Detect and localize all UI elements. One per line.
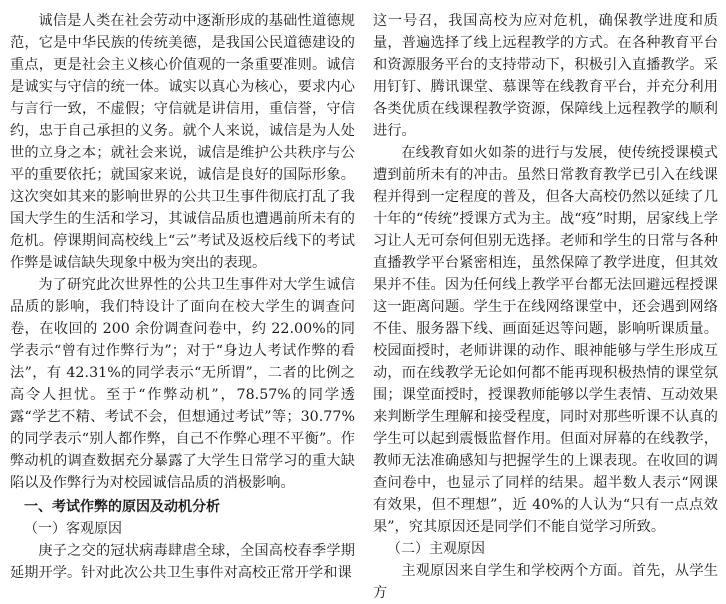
paragraph-integrity-definition: 诚信是人类在社会劳动中逐渐形成的基础性道德规范，它是中华民族的传统美德，是我国公民道德建设的重点，更是社会主义核心价值观的一条重要准则。诚信是诚实与守信的统一体。诚实以真心为核心，要求内心与言行一致，不虚假；守信就是讲信用，重信誉，守信约，忠于自己承担的义务。就个人来说，诚信是为人处世的立身之本；就社会来说，诚信是维护公共秩序与公平的重要依托；就国家来说，诚信是良好的国际形象。这次突如其来的影响世界的公共卫生事件彻底打乱了我国大学生的生活和学习，其诚信品质也遭遇前所未有的危机。停课期间高校线上“云”考试及返校后线下的考试作弊是诚信缺失现象中极为突出的表现。	[10, 13, 355, 271]
subsection-heading-subjective: （二）主观原因	[387, 541, 485, 557]
section-heading: 一、考试作弊的原因及动机分析	[24, 499, 220, 515]
right-column	[373, 10, 718, 604]
paragraph-subjective-causes: 主观原因来自学生和学校两个方面。首先，从学生方	[373, 563, 718, 601]
paragraph-online-education-impact: 在线教育如火如荼的进行与发展，使传统授课模式遭到前所未有的冲击。虽然日常教育教学已引入在线课程并得到一定程度的普及，但各大高校仍然以延续了几十年的“传统”授课方式为主。战“疫”时期，居家线上学习让人无可奈何但别无选择。老师和学生的日常与各种直播教学平台紧密相连，虽然保障了教学进度，但其效果并不佳。因为任何线上教学平台都无法回避远程授课这一距离问题。学生于在线网络课堂中，还会遇到网络不佳、服务器下线、画面延迟等问题，影响听课质量。校园面授时，老师讲课的动作、眼神能够与学生形成互动，而在线教学无论如何都不能再现积极热情的课堂氛围；课堂面授时，授课教师能够以学生表情、互动效果来判断学生理解和接受程度，同时对那些听课不认真的学生可以起到震慑监督作用。但面对屏幕的在线教学，教师无法准确感知与把握学生的上课表现。在收回的调查问卷中，也显示了同样的结果。超半数人表示“网课有效果，但不理想”，近 40%的人认为“只有一点点效果”，究其原因还是同学们不能自觉学习所致。	[373, 145, 718, 535]
paragraph-survey-results: 为了研究此次世界性的公共卫生事件对大学生诚信品质的影响，我们特设计了面向在校大学生的调查问卷，在收回的 200 余份调查问卷中，约 22.00%的同学表示“曾有过作弊行为”；对于“身边人考试作弊的看法”，有 42.31%的同学表示“无所谓”，二者的比例之高令人担忧。至于“作弊动机”，78.57%的同学透露“学艺不精、考试不会，但想通过考试”等；30.77%的同学表示“别人都作弊，自己不作弊心理不平衡”。作弊动机的调查数据充分暴露了大学生日常学习的重大缺陷以及作弊行为对校园诚信品质的消极影响。	[10, 277, 355, 491]
paragraph-pandemic-context: 庚子之交的冠状病毒肆虐全球，全国高校春季学期延期开学。针对此次公共卫生事件对高校正常开学和课	[10, 543, 355, 581]
subsection-heading-objective: （一）客观原因	[24, 521, 122, 537]
paragraph-online-teaching-continued: 这一号召，我国高校为应对危机，确保教学进度和质量，普遍选择了线上远程教学的方式。在各种教育平台和资源服务平台的支持带动下，积极引入直播教学。采用钉钉、腾讯课堂、慕课等在线教育平台，并充分利用各类优质在线课程教学资源，保障线上远程教学的顺利进行。	[373, 13, 718, 139]
left-column	[10, 10, 355, 584]
